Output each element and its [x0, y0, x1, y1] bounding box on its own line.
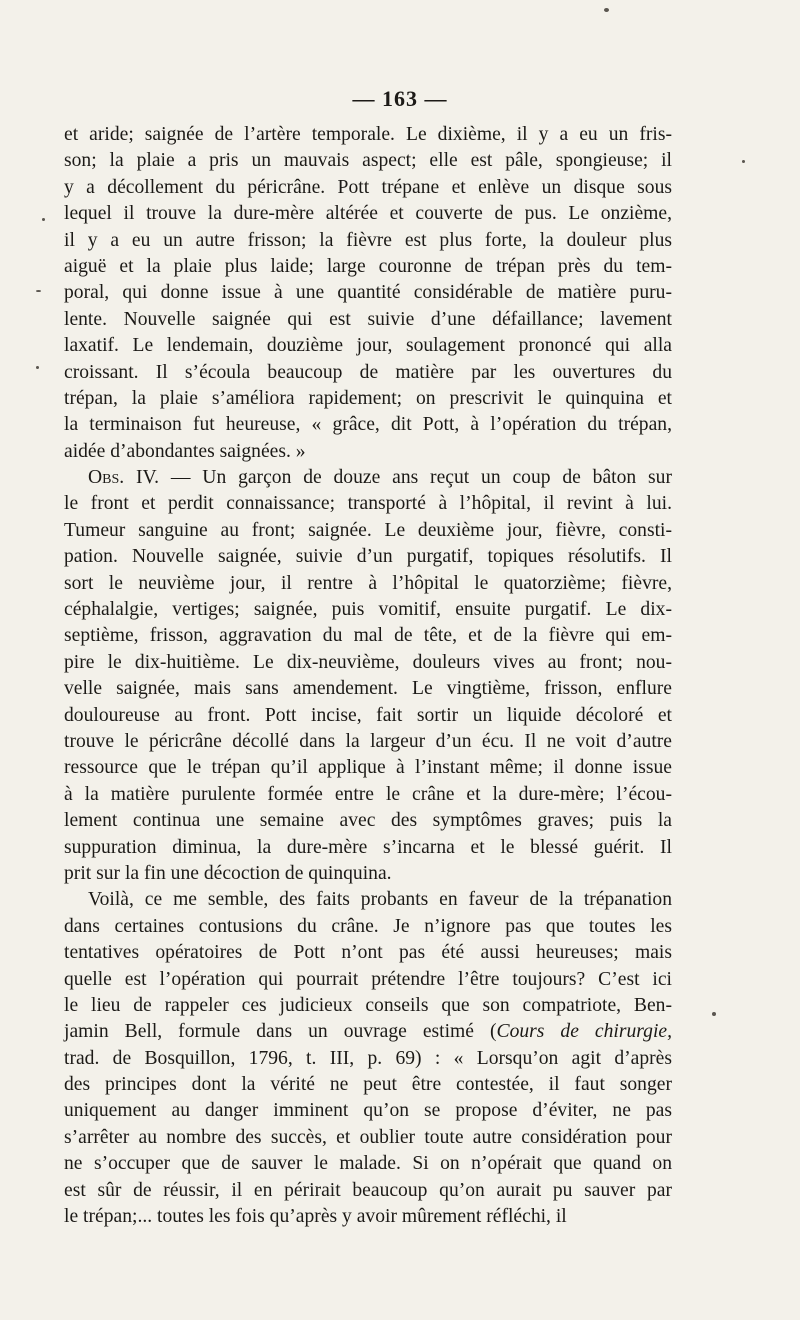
text-line: il y a eu un autre frisson; la fièvre est plus forte, la douleur plus	[64, 229, 672, 251]
ink-speck	[42, 218, 45, 221]
text-line: sort le neuvième jour, il rentre à l’hôpital le quatorzième; fièvre,	[64, 572, 672, 594]
ink-speck	[604, 8, 609, 12]
text-line: velle saignée, mais sans amendement. Le vingtième, frisson, enflure	[64, 678, 672, 700]
body-text	[64, 122, 672, 1230]
text-line: des principes dont la vérité ne peut être contestée, il faut songer	[64, 1074, 672, 1096]
text-line: ressource que le trépan qu’il applique à l’instant même; il donne issue	[64, 757, 672, 779]
paragraph	[64, 887, 672, 1230]
text-line: croissant. Il s’écoula beaucoup de matière par les ouvertures du	[64, 361, 672, 383]
text-line: lequel il trouve la dure-mère altérée et couverte de pus. Le onzième,	[64, 203, 672, 225]
text-line: Voilà, ce me semble, des faits probants en faveur de la trépanation	[88, 889, 672, 911]
text-line: uniquement au danger imminent qu’on se propose d’éviter, ne pas	[64, 1100, 672, 1122]
text-line: douloureuse au front. Pott incise, fait sortir un liquide décoloré et	[64, 704, 672, 726]
text-line: est sûr de réussir, il en périrait beaucoup qu’on aurait pu sauver par	[64, 1179, 672, 1201]
text-line: suppuration diminua, la dure-mère s’incarna et le blessé guérit. Il	[64, 836, 672, 858]
text-line: prit sur la fin une décoction de quinquina.	[64, 862, 392, 884]
ink-speck	[712, 1012, 716, 1016]
text-line: et aride; saignée de l’artère temporale. Le dixième, il y a eu un fris-	[64, 124, 672, 145]
ink-speck	[36, 290, 41, 292]
text-line: quelle est l’opération qui pourrait prétendre l’être toujours? C’est ici	[64, 968, 672, 990]
page-number: — 163 —	[352, 86, 448, 111]
text-line: la terminaison fut heureuse, « grâce, dit Pott, à l’opération du trépan,	[64, 414, 672, 436]
text-line: s’arrêter au nombre des succès, et oublier toute autre considération pour	[64, 1126, 672, 1148]
text-line: pire le dix-huitième. Le dix-neuvième, douleurs vives au front; nou-	[64, 651, 672, 673]
text-line: son; la plaie a pris un mauvais aspect; elle est pâle, spongieuse; il	[64, 150, 672, 172]
paragraph	[64, 465, 672, 887]
paragraph	[64, 122, 672, 465]
text-line: tentatives opératoires de Pott n’ont pas été aussi heureuses; mais	[64, 942, 672, 964]
text-line: le trépan;... toutes les fois qu’après y avoir mûrement réfléchi, il	[64, 1206, 567, 1228]
text-line: aidée d’abondantes saignées. »	[64, 440, 306, 462]
ink-speck	[742, 160, 745, 163]
text-line: trouve le péricrâne décollé dans la largeur d’un écu. Il ne voit d’autre	[64, 730, 672, 752]
text-line: Obs. IV. — Un garçon de douze ans reçut un coup de bâton sur	[88, 467, 672, 489]
text-line: à la matière purulente formée entre le crâne et la dure-mère; l’écou-	[64, 783, 672, 805]
text-line: pation. Nouvelle saignée, suivie d’un purgatif, topiques résolutifs. Il	[64, 546, 672, 568]
text-line: trad. de Bosquillon, 1796, t. III, p. 69) : « Lorsqu’on agit d’après	[64, 1047, 672, 1069]
text-line: poral, qui donne issue à une quantité considérable de matière puru-	[64, 282, 672, 304]
text-line: y a décollement du péricrâne. Pott trépane et enlève un disque sous	[64, 176, 672, 198]
text-line: lente. Nouvelle saignée qui est suivie d’une défaillance; lavement	[64, 308, 672, 330]
text-line: le front et perdit connaissance; transporté à l’hôpital, il revint à lui.	[64, 493, 672, 515]
text-line: aiguë et la plaie plus laide; large couronne de trépan près du tem-	[64, 255, 672, 277]
text-line: dans certaines contusions du crâne. Je n’ignore pas que toutes les	[64, 915, 672, 937]
text-line: lement continua une semaine avec des symptômes graves; puis la	[64, 810, 672, 832]
ink-speck	[36, 366, 39, 369]
text-line: jamin Bell, formule dans un ouvrage estimé (Cours de chirurgie,	[64, 1021, 673, 1043]
text-line: Tumeur sanguine au front; saignée. Le deuxième jour, fièvre, consti-	[64, 519, 672, 541]
text-line: laxatif. Le lendemain, douzième jour, soulagement prononcé qui alla	[64, 335, 672, 357]
text-line: le lieu de rappeler ces judicieux conseils que son compatriote, Ben-	[64, 994, 672, 1016]
text-line: trépan, la plaie s’améliora rapidement; on prescrivit le quinquina et	[64, 387, 672, 409]
text-line: ne s’occuper que de sauver le malade. Si on n’opérait que quand on	[64, 1153, 672, 1175]
text-line: septième, frisson, aggravation du mal de tête, et de la fièvre qui em-	[64, 625, 672, 647]
text-line: céphalalgie, vertiges; saignée, puis vomitif, ensuite purgatif. Le dix-	[64, 599, 672, 621]
